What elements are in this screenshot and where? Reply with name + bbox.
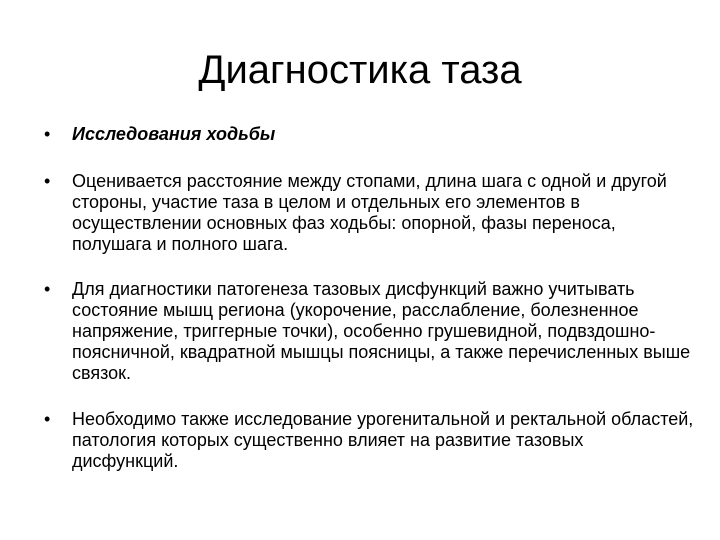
bullet-marker: •: [44, 279, 51, 299]
bullet-marker: •: [44, 124, 51, 144]
bullet-heading: Исследования ходьбы: [72, 124, 276, 144]
bullet-text: Оценивается расстояние между стопами, длина шага с одной и другой стороны, участие таза в целом и отдельных его элементов в осуществлении основных фаз ходьбы: опорной, фазы переноса, полушага и полного шага.: [72, 171, 667, 254]
list-item: [44, 124, 694, 145]
bullet-marker: •: [44, 171, 51, 191]
bullet-text: Для диагностики патогенеза тазовых дисфункций важно учитывать состояние мышц региона (укорочение, расслабление, болезненное напряжение, триггерные точки), особенно грушевидной, подвздошно-поясничной, квадратной мышцы поясницы, а также перечисленных выше связок.: [72, 279, 691, 383]
bullet-marker: •: [44, 409, 51, 429]
slide-title: Диагностика таза: [198, 48, 522, 92]
list-item: [44, 279, 694, 384]
bullet-text: Необходимо также исследование урогенитальной и ректальной областей, патология которых существенно влияет на развитие тазовых дисфункций.: [72, 409, 694, 471]
list-item: [44, 171, 694, 255]
list-item: [44, 409, 694, 472]
bullet-list: [44, 124, 694, 472]
